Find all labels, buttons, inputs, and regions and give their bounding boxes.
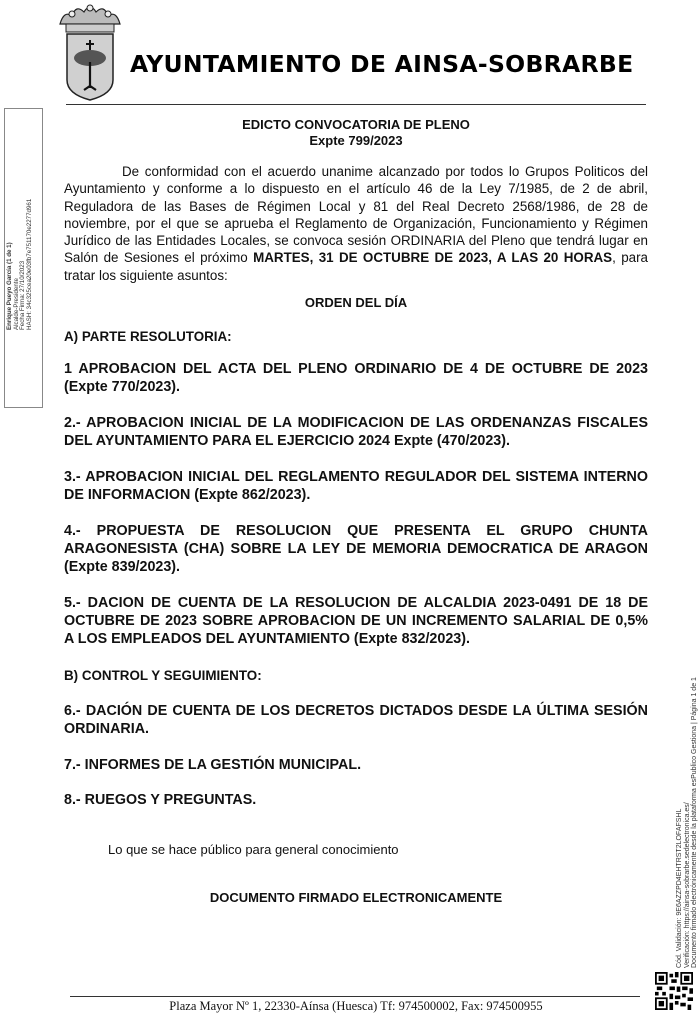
signer-role: Alcalde-Presidente [12, 278, 20, 330]
intro-end: , para tratar los siguiente asuntos: [64, 250, 648, 283]
footer-divider [70, 996, 640, 997]
closing-note: Lo que se hace público para general conocimiento [108, 842, 399, 857]
document-expediente: Expte 799/2023 [309, 133, 403, 148]
section-b-heading: B) CONTROL Y SEGUIMIENTO: [64, 668, 262, 683]
footer-address: Plaza Mayor Nº 1, 22330-Aínsa (Huesca) Tf: 974500002, Fax: 974500955 [169, 999, 543, 1013]
agenda-heading: ORDEN DEL DÍA [304, 295, 408, 310]
agenda-item: 7.- INFORMES DE LA GESTIÓN MUNICIPAL. [64, 757, 362, 773]
coat-of-arms-icon [54, 2, 126, 102]
header-title: AYUNTAMIENTO DE AINSA-SOBRARBE [130, 50, 634, 78]
section-a-heading: A) PARTE RESOLUTORIA: [64, 329, 232, 344]
agenda-item: 3.- APROBACION INICIAL DEL REGLAMENTO REGULADOR DEL SISTEMA INTERNO DE INFORMACION (Expte 862/2023). [64, 469, 648, 503]
agenda-item: 1 APROBACION DEL ACTA DEL PLENO ORDINARIO DE 4 DE OCTUBRE DE 2023 (Expte 770/2023). [64, 361, 648, 395]
agenda-item: 4.- PROPUESTA DE RESOLUCION QUE PRESENTA EL GRUPO CHUNTA ARAGONESISTA (CHA) SOBRE LA LEY DE MEMORIA DEMOCRATICA DE ARAGON (Expte 839/2023). [64, 523, 648, 575]
intro-paragraph [64, 163, 648, 284]
signature-date: Fecha Firma: 27/10/2023 [19, 260, 27, 330]
intro-text: De conformidad con el acuerdo unanime alcanzado por todos lo Grupos Politicos del Ayuntamiento y conforme a lo dispuesto en el artículo 46 de la Ley 7/1985, de 2 de abril, Reguladora de las Bases de Régimen Local y 81 del Real Decreto 2568/1986, de 28 de noviembre, por el que se aprueba el Reglamento de Organización, Funcionamiento y Régimen Jurídico de las Entidades Locales, se convoca sesión ORDINARIA del Pleno que tendrá lugar en Salón de Sesiones el próximo [64, 164, 648, 266]
platform-note: Documento firmado electrónicamente desde la plataforma esPublico Gestiona | Página 1 de 1 [691, 677, 699, 968]
qr-code-icon [655, 972, 693, 1010]
signature-hash: HASH: 34c325cea20e03fb7e751170e2277d961 [25, 198, 33, 330]
signature-text [7, 199, 33, 330]
signer-name: Enrique Pueyo García (1 de 1) [6, 242, 13, 330]
validation-text [676, 677, 699, 968]
signed-note: DOCUMENTO FIRMADO ELECTRONICAMENTE [209, 890, 503, 905]
agenda-item: 6.- DACIÓN DE CUENTA DE LOS DECRETOS DICTADOS DESDE LA ÚLTIMA SESIÓN ORDINARIA. [64, 703, 648, 737]
agenda-item: 2.- APROBACION INICIAL DE LA MODIFICACION DE LAS ORDENANZAS FISCALES DEL AYUNTAMIENTO PARA EL EJERCICIO 2024 Expte (470/2023). [64, 415, 648, 449]
agenda-item: 5.- DACION DE CUENTA DE LA RESOLUCION DE ALCALDIA 2023-0491 DE 18 DE OCTUBRE DE 2023 SOBRE APROBACION DE UN INCREMENTO SALARIAL DE 0,5% A LOS EMPLEADOS DEL AYUNTAMIENTO (Expte 832/2023). [64, 595, 648, 647]
agenda-item: 8.- RUEGOS Y PREGUNTAS. [64, 792, 257, 808]
validation-code: Cód. Validación: 9E6AZZPD4EHTRST2LOFAFSHL [676, 808, 683, 968]
header-divider [66, 104, 646, 105]
session-date: MARTES, 31 DE OCTUBRE DE 2023, A LAS 20 HORAS [253, 250, 613, 266]
verification-link[interactable]: Verificación: https://ainsa-sobrarbe.sedelectronica.es/ [683, 802, 691, 968]
document-title: EDICTO CONVOCATORIA DE PLENO [242, 117, 470, 132]
